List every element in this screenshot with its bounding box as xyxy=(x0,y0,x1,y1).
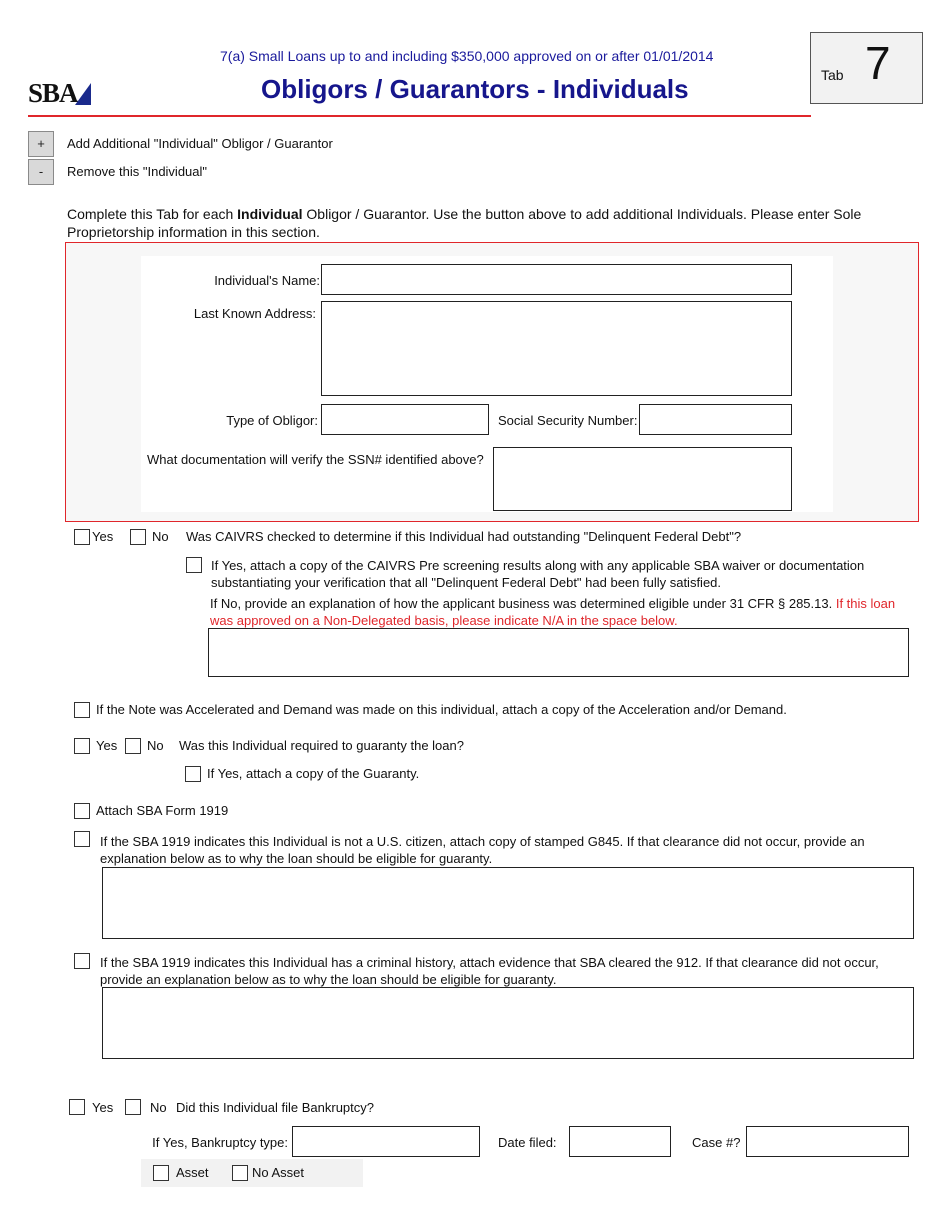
ssn-input[interactable] xyxy=(639,404,792,435)
caivrs-no-label: No xyxy=(152,529,169,544)
sba-logo-text: SBA xyxy=(28,78,78,108)
guaranty-question: Was this Individual required to guaranty the loan? xyxy=(179,738,464,753)
header-divider xyxy=(28,115,811,117)
ssn-documentation-label: What documentation will verify the SSN# identified above? xyxy=(147,452,484,467)
intro-bold: Individual xyxy=(237,206,303,222)
caivrs-question: Was CAIVRS checked to determine if this Individual had outstanding "Delinquent Federal Debt"? xyxy=(186,529,742,544)
tab-label: Tab xyxy=(821,67,844,83)
form1919-text: Attach SBA Form 1919 xyxy=(96,803,229,818)
remove-individual-button[interactable]: - xyxy=(28,159,54,185)
intro-part1: Complete this Tab for each xyxy=(67,206,238,222)
criminal-explanation-input[interactable] xyxy=(102,987,914,1059)
tab-indicator xyxy=(810,32,923,104)
caivrs-attach-text: If Yes, attach a copy of the CAIVRS Pre screening results along with any applicable SBA waiver or documentation substantiating your verification that all "Delinquent Federal Debt" had been fully satisfied. xyxy=(211,558,865,590)
intro-text xyxy=(67,205,917,241)
caivrs-if-no-red: If this loan was approved on a Non-Delegated basis, please indicate N/A in the space below. xyxy=(210,596,896,628)
asset-label: Asset xyxy=(176,1165,209,1180)
individual-name-input[interactable] xyxy=(321,264,792,295)
form-subtitle: 7(a) Small Loans up to and including $350,000 approved on or after 01/01/2014 xyxy=(220,48,714,64)
caivrs-if-no-main: If No, provide an explanation of how the applicant business was determined eligible under 31 CFR § 285.13. xyxy=(210,596,836,611)
bankruptcy-yes-checkbox[interactable] xyxy=(69,1099,85,1115)
citizen-checkbox[interactable] xyxy=(74,831,90,847)
bankruptcy-question: Did this Individual file Bankruptcy? xyxy=(176,1100,374,1115)
guaranty-attach-text: If Yes, attach a copy of the Guaranty. xyxy=(207,766,420,781)
caivrs-explanation-input[interactable] xyxy=(208,628,909,677)
case-number-label: Case #? xyxy=(692,1135,741,1150)
no-asset-checkbox[interactable] xyxy=(232,1165,248,1181)
intro-part2: Obligor / Guarantor. Use the button above to add additional Individuals. Please enter Sole Proprietorship information in this section. xyxy=(67,206,862,240)
guaranty-no-checkbox[interactable] xyxy=(125,738,141,754)
page-title: Obligors / Guarantors - Individuals xyxy=(261,74,689,104)
last-known-address-input[interactable] xyxy=(321,301,792,396)
add-individual-button[interactable]: + xyxy=(28,131,54,157)
criminal-text: If the SBA 1919 indicates this Individual has a criminal history, attach evidence that SBA cleared the 912. If that clearance did not occur, provide an explanation below as to why the loan should be eligible for guaranty. xyxy=(100,955,879,987)
guaranty-yes-label: Yes xyxy=(96,738,118,753)
remove-individual-label: Remove this "Individual" xyxy=(67,164,208,179)
guaranty-no-label: No xyxy=(147,738,164,753)
no-asset-label: No Asset xyxy=(252,1165,305,1180)
bankruptcy-no-checkbox[interactable] xyxy=(125,1099,141,1115)
form1919-checkbox[interactable] xyxy=(74,803,90,819)
guaranty-yes-checkbox[interactable] xyxy=(74,738,90,754)
criminal-checkbox[interactable] xyxy=(74,953,90,969)
date-filed-label: Date filed: xyxy=(498,1135,557,1150)
acceleration-text: If the Note was Accelerated and Demand was made on this individual, attach a copy of the Acceleration and/or Demand. xyxy=(96,702,787,717)
bankruptcy-type-input[interactable] xyxy=(292,1126,480,1157)
bankruptcy-no-label: No xyxy=(150,1100,167,1115)
sba-logo-flag-icon xyxy=(75,83,91,105)
caivrs-if-no-text xyxy=(210,595,900,629)
ssn-documentation-input[interactable] xyxy=(493,447,792,511)
ssn-label: Social Security Number: xyxy=(498,413,638,428)
caivrs-no-checkbox[interactable] xyxy=(130,529,146,545)
add-individual-label: Add Additional "Individual" Obligor / Guarantor xyxy=(67,136,333,151)
citizen-explanation-input[interactable] xyxy=(102,867,914,939)
sba-logo xyxy=(28,78,91,109)
citizen-text: If the SBA 1919 indicates this Individual is not a U.S. citizen, attach copy of stamped G845. If that clearance did not occur, provide an explanation below as to why the loan should be eligible for guaranty. xyxy=(100,834,865,866)
caivrs-yes-label: Yes xyxy=(92,529,114,544)
acceleration-checkbox[interactable] xyxy=(74,702,90,718)
guaranty-attach-checkbox[interactable] xyxy=(185,766,201,782)
last-known-address-label: Last Known Address: xyxy=(193,306,316,321)
caivrs-yes-checkbox[interactable] xyxy=(74,529,90,545)
caivrs-attach-checkbox[interactable] xyxy=(186,557,202,573)
bankruptcy-type-label: If Yes, Bankruptcy type: xyxy=(152,1135,288,1150)
date-filed-input[interactable] xyxy=(569,1126,671,1157)
obligor-type-input[interactable] xyxy=(321,404,489,435)
bankruptcy-yes-label: Yes xyxy=(92,1100,114,1115)
tab-number: 7 xyxy=(865,37,891,89)
individual-name-label: Individual's Name: xyxy=(214,273,320,288)
asset-checkbox[interactable] xyxy=(153,1165,169,1181)
case-number-input[interactable] xyxy=(746,1126,909,1157)
obligor-type-label: Type of Obligor: xyxy=(226,413,318,428)
